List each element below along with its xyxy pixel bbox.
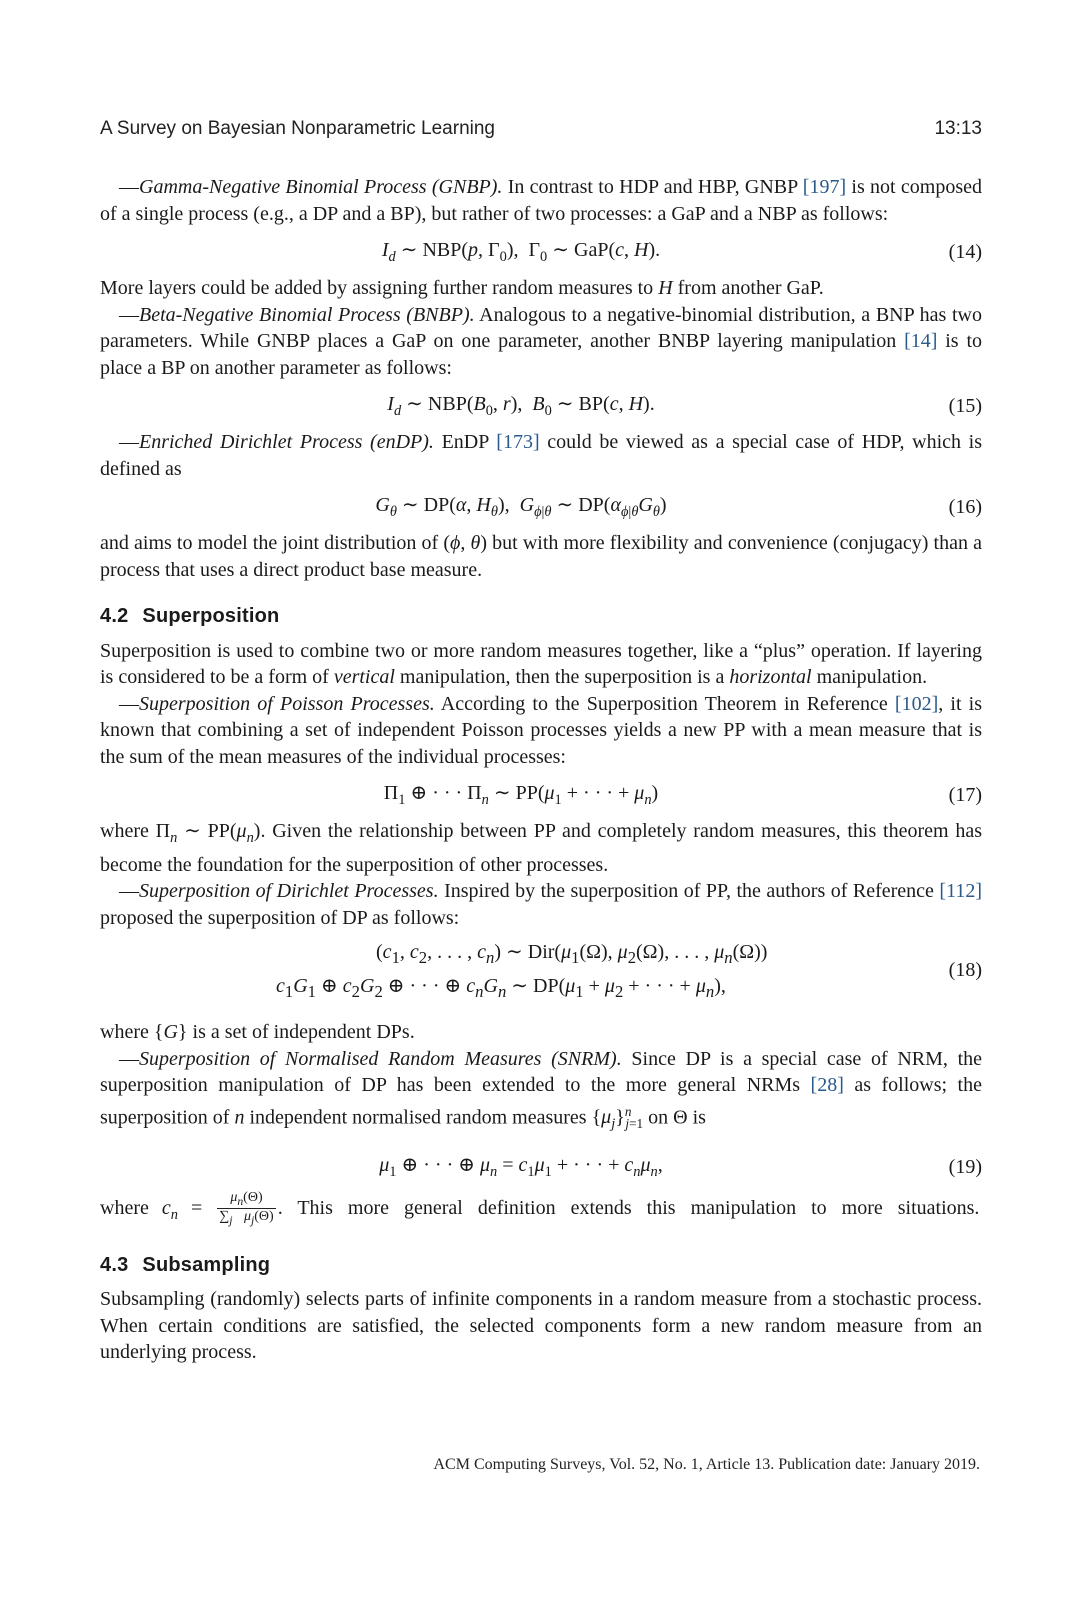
emphasis-vertical: vertical <box>333 666 395 688</box>
equation-18-line-1: ($c_1$, $c_2$, . . . , $c_n$) ∼ $Dir(\mu_1(\Omega)$, $\mu_2(\Omega)$, . . . , $\mu_n(\Omega)$) <box>376 941 768 967</box>
equation-number: (16) <box>948 496 982 518</box>
poisson-lead: Superposition of Poisson Processes. <box>139 692 435 715</box>
equation-14 <box>100 229 982 271</box>
equation-16 <box>100 484 982 526</box>
section-heading-4-2 <box>100 603 982 630</box>
where-pi-text-2: . Given the relationship between PP and completely random measures, this theorem has become the foundation for the superposition of other processes. <box>100 820 982 876</box>
endp-text: EnDP <box>433 431 497 453</box>
where-cn-text: where <box>100 1196 162 1219</box>
dirichlet-lead: Superposition of Dirichlet Processes. <box>139 880 439 902</box>
where-pi-text: where <box>100 820 156 842</box>
equation-19-math: $\mu_1$ ⊕ · · · ⊕ $\mu_n = c_1\mu_1$ + · · · + $c_n\mu_n$, <box>379 1153 663 1180</box>
paragraph-subsampling: Subsampling (randomly) selects parts of infinite components in a random measure from a stochastic process. When certain conditions are satisfied, the selected components form a new random measure from an underlying process. <box>100 1288 982 1364</box>
bnbp-lead: Beta-Negative Binomial Process (BNBP). <box>139 303 475 326</box>
poisson-text-2: , it is known that combining a set of independent Poisson processes yields a new PP with a mean measure that is the sum of the mean measures of the individual processes: <box>100 692 983 768</box>
page-footer: ACM Computing Surveys, Vol. 52, No. 1, Article 13. Publication date: January 2019. <box>433 1456 980 1473</box>
equation-18-line-2: $c_1G_1$ ⊕ $c_2G_2$ ⊕ · · · ⊕ $c_nG_n$ ∼ $DP(\mu_1 + \mu_2$ + · · · + $\mu_n$), <box>276 975 726 1001</box>
snrm-text-4: on Θ is <box>643 1106 706 1129</box>
citation-173[interactable]: [173] <box>496 431 540 453</box>
where-cn-text-2: . This more general definition extends this manipulation to more situations. <box>277 1196 980 1219</box>
equation-14-math: $I_d$ ∼ NBP(p, $\Gamma_0$), $\Gamma_0$ ∼ GaP(c, H). <box>381 239 661 265</box>
equation-number: (18) <box>948 959 982 981</box>
snrm-lead: Superposition of Normalised Random Measures (SNRM). <box>139 1047 622 1070</box>
section-number: 4.3 <box>100 1253 129 1276</box>
emphasis-horizontal: horizontal <box>729 666 812 688</box>
var-h: H <box>658 277 673 299</box>
page-number: 13:13 <box>934 118 982 139</box>
fraction-cn: $\frac{\mu_n(\Theta)}{\sum_j \mu_j(\Theta)}$ <box>219 1189 274 1228</box>
endp-aims-text: and aims to model the joint distribution of ( <box>100 532 450 554</box>
section-heading-4-3 <box>100 1252 982 1279</box>
citation-102[interactable]: [102] <box>894 692 939 715</box>
snrm-text-3: independent normalised random measures <box>244 1106 592 1129</box>
paragraph-where-g: where {G} is a set of independent DPs. <box>100 1021 415 1043</box>
superposition-text: Superposition is used to combine two or more random measures together, like a “plus” operation. If layering is considered to be a form of <box>100 639 982 688</box>
equation-16-math: $G_\theta$ ∼ DP(α, $H_\theta$), $G_{\phi|\theta}$ ∼ $DP(\alpha_{\phi|\theta}G_\theta)$ <box>375 494 667 520</box>
paragraph-gnbp: —Gamma-Negative Binomial Process (GNBP). In contrast to HDP and HBP, GNBP [197] is not composed of a single process (e.g., a DP and a BP), but rather of two processes: a GaP and a NBP as follows: <box>100 176 982 225</box>
endp-lead: Enriched Dirichlet Process (enDP). <box>139 431 434 453</box>
paragraph-bnbp: —Beta-Negative Binomial Process (BNBP). Analogous to a negative-binomial distribution, a BNP has two parameters. While GNBP places a GaP on one parameter, another BNBP layering manipulation [14] is to place a BP on another parameter as follows: <box>100 303 982 379</box>
paragraph-where-cn: where $c_n$ = $\frac{\mu_n(\Theta)}{\sum_j \mu_j(\Theta)}$ . This more general definition extends this manipulation to more situations. <box>100 1189 980 1228</box>
equation-15 <box>100 383 982 425</box>
equation-number: (14) <box>948 241 982 263</box>
bnbp-text: Analogous to a negative-binomial distribution, a BNP has two parameters. While GNBP places a GaP on one parameter, another BNBP layering manipulation <box>100 303 982 352</box>
paragraph-dirichlet: —Superposition of Dirichlet Processes. Inspired by the superposition of PP, the authors of Reference [112] proposed the superposition of DP as follows: <box>100 880 982 929</box>
snrm-text-2: as follows; the superposition of <box>100 1074 982 1129</box>
gnbp-lead: Gamma-Negative Binomial Process (GNBP). <box>139 176 503 198</box>
equation-number: (17) <box>948 784 982 806</box>
citation-112[interactable]: [112] <box>939 880 982 902</box>
citation-197[interactable]: [197] <box>802 176 847 198</box>
superposition-text-2: manipulation, then the superposition is a <box>394 666 730 688</box>
superposition-text-3: manipulation. <box>811 666 928 688</box>
where-g-text: where { <box>100 1021 164 1043</box>
section-title: Subsampling <box>142 1253 271 1276</box>
running-header <box>100 118 982 146</box>
equation-17-math: $\Pi_1$ ⊕ · · · $\Pi_n$ ∼ $PP(\mu_1$ + · · · + $\mu_n$) <box>383 782 659 808</box>
snrm-text: Since DP is a special case of NRM, the superposition manipulation of DP has been extended to the more general NRMs <box>100 1047 983 1096</box>
paragraph-where-pi: where $\Pi_n$ ∼ $PP(\mu_n)$. Given the relationship between PP and completely random measures, this theorem has become the foundation for the superposition of other processes. <box>100 820 982 876</box>
equation-number: (15) <box>948 395 982 417</box>
paragraph-endp-aims: and aims to model the joint distribution of (ϕ, θ) but with more flexibility and convenience (conjugacy) than a process that uses a direct product base measure. <box>100 532 983 581</box>
section-title: Superposition <box>142 605 280 627</box>
dirichlet-text: Inspired by the superposition of PP, the authors of Reference <box>438 880 940 902</box>
poisson-text: According to the Superposition Theorem in Reference <box>434 692 895 715</box>
more-layers-text-2: from another GaP. <box>672 277 824 299</box>
running-title: A Survey on Bayesian Nonparametric Learning <box>100 118 496 139</box>
endp-aims-text-2: ) but with more flexibility and convenience (conjugacy) than a process that uses a direct product base measure. <box>100 532 983 581</box>
paragraph-superposition <box>100 638 982 691</box>
dirichlet-text-2: proposed the superposition of DP as follows: <box>100 906 460 929</box>
where-g-text-2: } is a set of independent DPs. <box>177 1021 415 1043</box>
endp-text-2: could be viewed as a special case of HDP, which is defined as <box>100 431 983 480</box>
equation-15-math: $I_d$ ∼ $NBP(B_0$, r), $B_0$ ∼ BP(c, H). <box>387 393 655 419</box>
paragraph-more-layers <box>100 275 982 302</box>
more-layers-text: More layers could be added by assigning further random measures to <box>100 277 659 299</box>
equation-18 <box>100 935 982 1013</box>
equation-17 <box>100 772 982 814</box>
section-number: 4.2 <box>100 605 129 627</box>
bnbp-text-2: is to place a BP on another parameter as follows: <box>100 330 982 379</box>
citation-14[interactable]: [14] <box>904 330 938 352</box>
equation-19 <box>100 1144 982 1186</box>
citation-28[interactable]: [28] <box>810 1074 844 1096</box>
paragraph-endp: —Enriched Dirichlet Process (enDP). EnDP [173] could be viewed as a special case of HDP, which is defined as <box>100 431 983 480</box>
paragraph-poisson: —Superposition of Poisson Processes. According to the Superposition Theorem in Reference [102], it is known that combining a set of independent Poisson processes yields a new PP with a mean measure that is the sum of the mean measures of the individual processes: <box>100 692 983 768</box>
paragraph-snrm: —Superposition of Normalised Random Measures (SNRM). Since DP is a special case of NRM, the superposition manipulation of DP has been extended to the more general NRMs [28] as follows; the superposition of n independent normalised random measures $\{\mu_j\}^n_{j=1}$ on Θ is <box>100 1047 983 1133</box>
body-text <box>100 174 982 1366</box>
equation-number: (19) <box>948 1155 982 1178</box>
gnbp-text-2: is not composed of a single process (e.g., a DP and a BP), but rather of two processes: a GaP and a NBP as follows: <box>100 176 982 225</box>
gnbp-text: In contrast to HDP and HBP, GNBP <box>502 176 803 198</box>
